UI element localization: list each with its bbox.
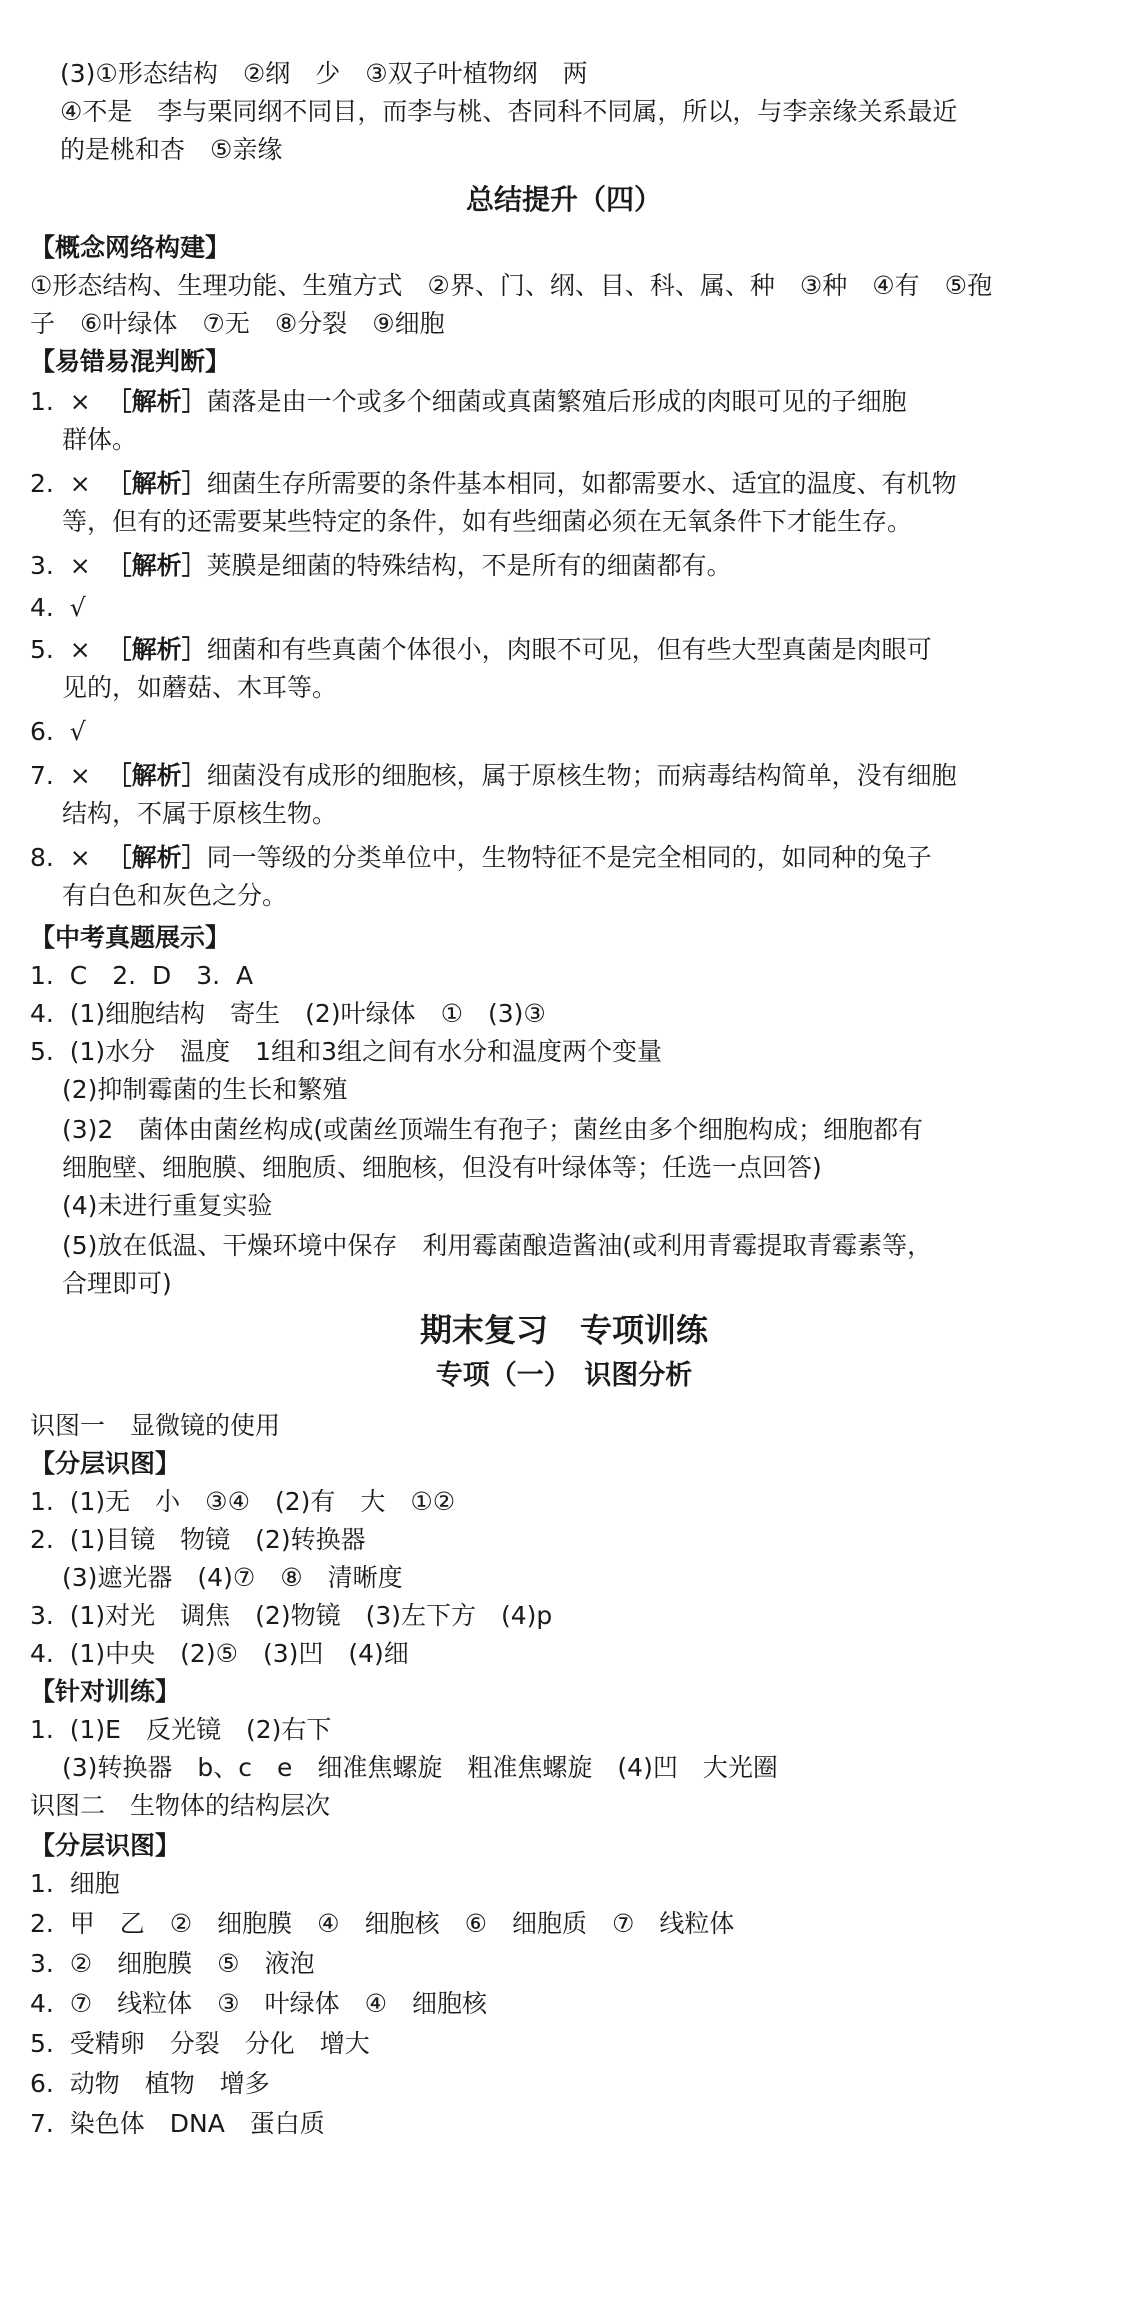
- section-subtitle: 专项（一） 识图分析: [435, 1360, 693, 1391]
- answer-line: 1. (1)无 小 ③④ (2)有 大 ①②: [30, 1487, 456, 1516]
- section-title: 总结提升（四）: [465, 183, 662, 216]
- answer-line: (2)抑制霉菌的生长和繁殖: [62, 1075, 348, 1104]
- answer-line: 1. (1)E 反光镜 (2)右下: [30, 1715, 332, 1744]
- judge-item: 8. × ［解析］同一等级的分类单位中，生物特征不是完全相同的，如同种的兔子: [30, 843, 932, 872]
- answer-line: 3. (1)对光 调焦 (2)物镜 (3)左下方 (4)p: [30, 1601, 553, 1630]
- subsection-title: 识图二 生物体的结构层次: [30, 1791, 331, 1820]
- judge-item: 4. √: [30, 593, 86, 622]
- answer-line: 5. (1)水分 温度 1组和3组之间有水分和温度两个变量: [30, 1037, 662, 1066]
- judge-item-cont: 等，但有的还需要某些特定的条件，如有些细菌必须在无氧条件下才能生存。: [62, 507, 913, 536]
- answer-line: (4)未进行重复实验: [62, 1191, 273, 1220]
- answer-line: ①形态结构、生理功能、生殖方式 ②界、门、纲、目、科、属、种 ③种 ④有 ⑤孢: [30, 271, 993, 300]
- answer-line: 5. 受精卵 分裂 分化 增大: [30, 2029, 370, 2058]
- judge-item-cont: 见的，如蘑菇、木耳等。: [62, 673, 338, 702]
- layered-heading: 【分层识图】: [30, 1449, 181, 1478]
- judge-item-cont: 结构，不属于原核生物。: [62, 799, 338, 828]
- exam-heading: 【中考真题展示】: [30, 923, 231, 952]
- answer-line: 4. (1)中央 (2)⑤ (3)凹 (4)细: [30, 1639, 409, 1668]
- answer-line: 6. 动物 植物 增多: [30, 2069, 270, 2098]
- answer-line: 7. 染色体 DNA 蛋白质: [30, 2109, 325, 2138]
- answer-line: ④不是 李与栗同纲不同目，而李与桃、杏同科不同属，所以，与李亲缘关系最近: [60, 97, 958, 126]
- answer-line: 1. 细胞: [30, 1869, 120, 1898]
- judge-item: 5. × ［解析］细菌和有些真菌个体很小，肉眼不可见，但有些大型真菌是肉眼可: [30, 635, 932, 664]
- judge-item: 6. √: [30, 717, 86, 746]
- answer-line: 1. C 2. D 3. A: [30, 961, 254, 990]
- judge-item: 3. × ［解析］荚膜是细菌的特殊结构，不是所有的细菌都有。: [30, 551, 732, 580]
- answer-line: 2. (1)目镜 物镜 (2)转换器: [30, 1525, 366, 1554]
- judge-item: 2. × ［解析］细菌生存所需要的条件基本相同，如都需要水、适宜的温度、有机物: [30, 469, 957, 498]
- judge-item-cont: 群体。: [62, 425, 138, 454]
- answer-line: 合理即可): [62, 1269, 172, 1298]
- answer-line: (5)放在低温、干燥环境中保存 利用霉菌酿造酱油(或利用青霉提取青霉素等，: [62, 1231, 933, 1260]
- answer-line: 2. 甲 乙 ② 细胞膜 ④ 细胞核 ⑥ 细胞质 ⑦ 线粒体: [30, 1909, 735, 1938]
- targeted-heading: 【针对训练】: [30, 1677, 181, 1706]
- answer-line: (3)2 菌体由菌丝构成(或菌丝顶端生有孢子；菌丝由多个细胞构成；细胞都有: [62, 1115, 924, 1144]
- judge-heading: 【易错易混判断】: [30, 347, 231, 376]
- section-title: 期末复习 专项训练: [419, 1311, 708, 1349]
- judge-item-cont: 有白色和灰色之分。: [62, 881, 288, 910]
- layered-heading: 【分层识图】: [30, 1831, 181, 1860]
- judge-item: 7. × ［解析］细菌没有成形的细胞核，属于原核生物；而病毒结构简单，没有细胞: [30, 761, 957, 790]
- answer-line: 细胞壁、细胞膜、细胞质、细胞核，但没有叶绿体等；任选一点回答): [62, 1153, 822, 1182]
- concept-heading: 【概念网络构建】: [30, 233, 231, 262]
- answer-line: 子 ⑥叶绿体 ⑦无 ⑧分裂 ⑨细胞: [30, 309, 445, 338]
- answer-line: 3. ② 细胞膜 ⑤ 液泡: [30, 1949, 315, 1978]
- answer-line: (3)①形态结构 ②纲 少 ③双子叶植物纲 两: [60, 59, 588, 88]
- answer-line: 的是桃和杏 ⑤亲缘: [60, 135, 283, 164]
- subsection-title: 识图一 显微镜的使用: [30, 1411, 281, 1440]
- answer-line: (3)遮光器 (4)⑦ ⑧ 清晰度: [62, 1563, 403, 1592]
- answer-line: (3)转换器 b、c e 细准焦螺旋 粗准焦螺旋 (4)凹 大光圈: [62, 1753, 778, 1782]
- answer-line: 4. ⑦ 线粒体 ③ 叶绿体 ④ 细胞核: [30, 1989, 487, 2018]
- judge-item: 1. × ［解析］菌落是由一个或多个细菌或真菌繁殖后形成的肉眼可见的子细胞: [30, 387, 907, 416]
- answer-line: 4. (1)细胞结构 寄生 (2)叶绿体 ① (3)③: [30, 999, 546, 1028]
